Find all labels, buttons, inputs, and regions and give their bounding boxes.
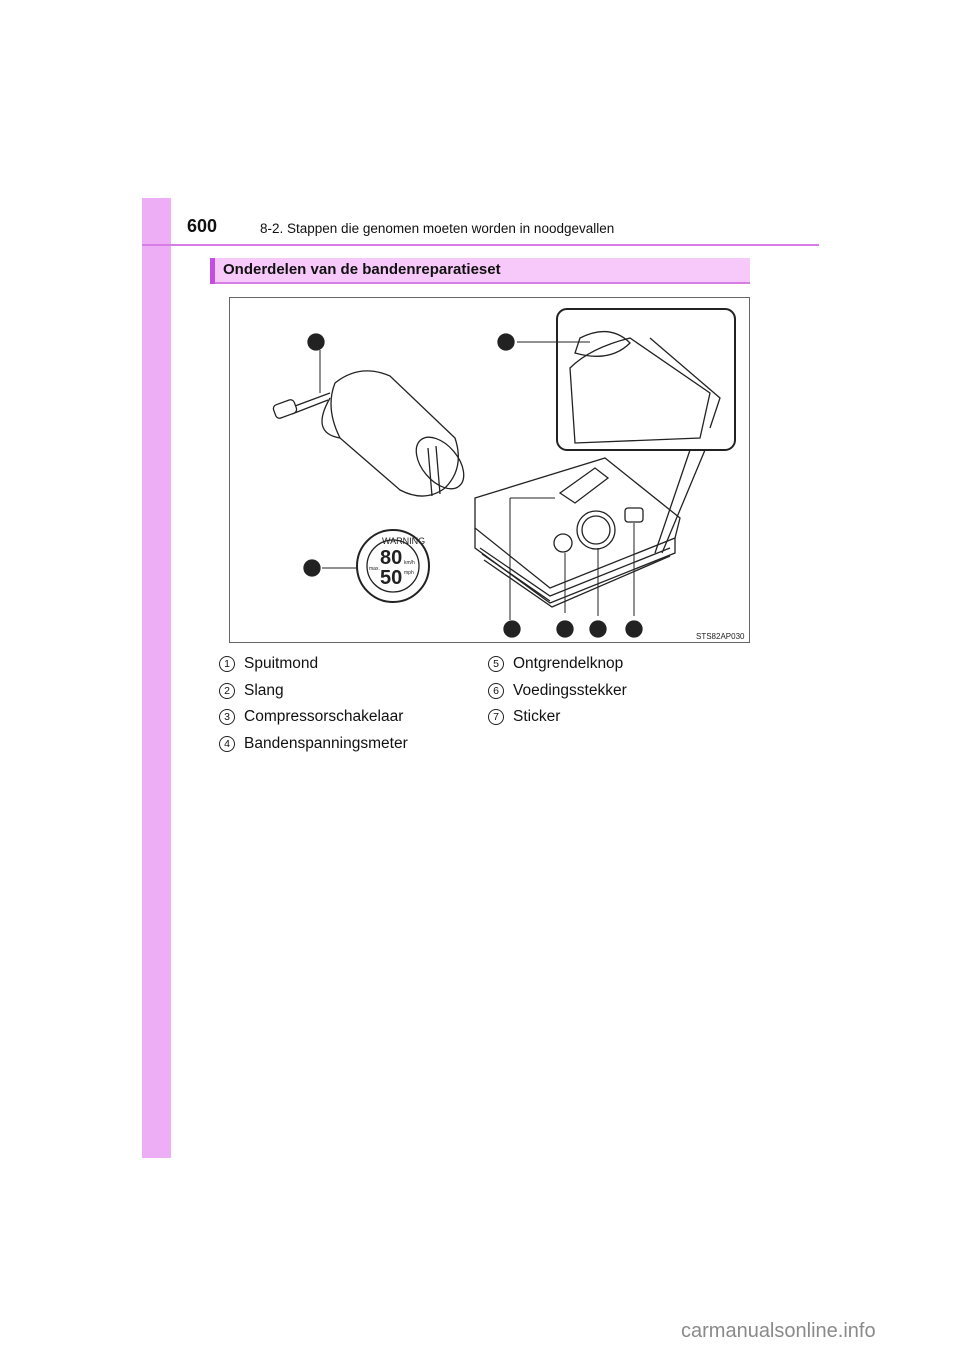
sticker-kmh-value: 80 (380, 547, 403, 569)
legend-item (219, 682, 284, 700)
legend-item (219, 655, 318, 673)
header-divider (142, 244, 819, 246)
legend-number: 7 (488, 709, 504, 725)
legend-number: 1 (219, 656, 235, 672)
sticker-warning-text: WARNING (382, 536, 426, 546)
legend-item (488, 682, 627, 700)
legend-label: Spuitmond (244, 655, 319, 672)
legend-label: Bandenspanningsmeter (244, 735, 408, 752)
legend-number: 3 (219, 709, 235, 725)
legend-item (219, 735, 408, 753)
legend-label: Compressorschakelaar (244, 708, 404, 725)
callout-7: 7 (308, 561, 315, 575)
sticker-max: max. (369, 566, 380, 572)
callout-5: 5 (561, 622, 568, 636)
legend-number: 4 (219, 736, 235, 752)
side-tab-bar (142, 198, 171, 1158)
callout-2: 2 (502, 335, 509, 349)
heading-accent (210, 258, 215, 284)
tire-repair-kit-illustration (229, 297, 750, 643)
legend-label: Ontgrendelknop (513, 655, 624, 672)
sticker-kmh-unit: km/h (404, 560, 415, 566)
sticker-mph-value: 50 (380, 567, 403, 589)
legend-number: 2 (219, 683, 235, 699)
page-number: 600 (187, 216, 218, 236)
sealant-bottle-drawing (272, 371, 473, 498)
callout-1: 1 (312, 335, 319, 349)
figure-code: STS82AP030 (696, 632, 745, 641)
legend-item (488, 708, 560, 726)
callout-4: 4 (594, 622, 601, 636)
legend-label: Sticker (513, 708, 561, 725)
chapter-title: 8-2. Stappen die genomen moeten worden in noodgevallen (260, 221, 615, 236)
legend-number: 6 (488, 683, 504, 699)
callout-6: 6 (508, 622, 515, 636)
section-heading (210, 258, 750, 284)
legend-label: Slang (244, 682, 284, 699)
callout-3: 3 (630, 622, 637, 636)
legend-number: 5 (488, 656, 504, 672)
legend-item (219, 708, 403, 726)
legend-item (488, 655, 623, 673)
sticker-mph-unit: mph (404, 570, 414, 576)
watermark: carmanualsonline.info (681, 1320, 876, 1342)
warning-sticker-drawing (357, 530, 429, 602)
legend-label: Voedingsstekker (513, 682, 627, 699)
section-title: Onderdelen van de bandenreparatieset (223, 261, 501, 278)
compressor-drawing (475, 458, 680, 607)
